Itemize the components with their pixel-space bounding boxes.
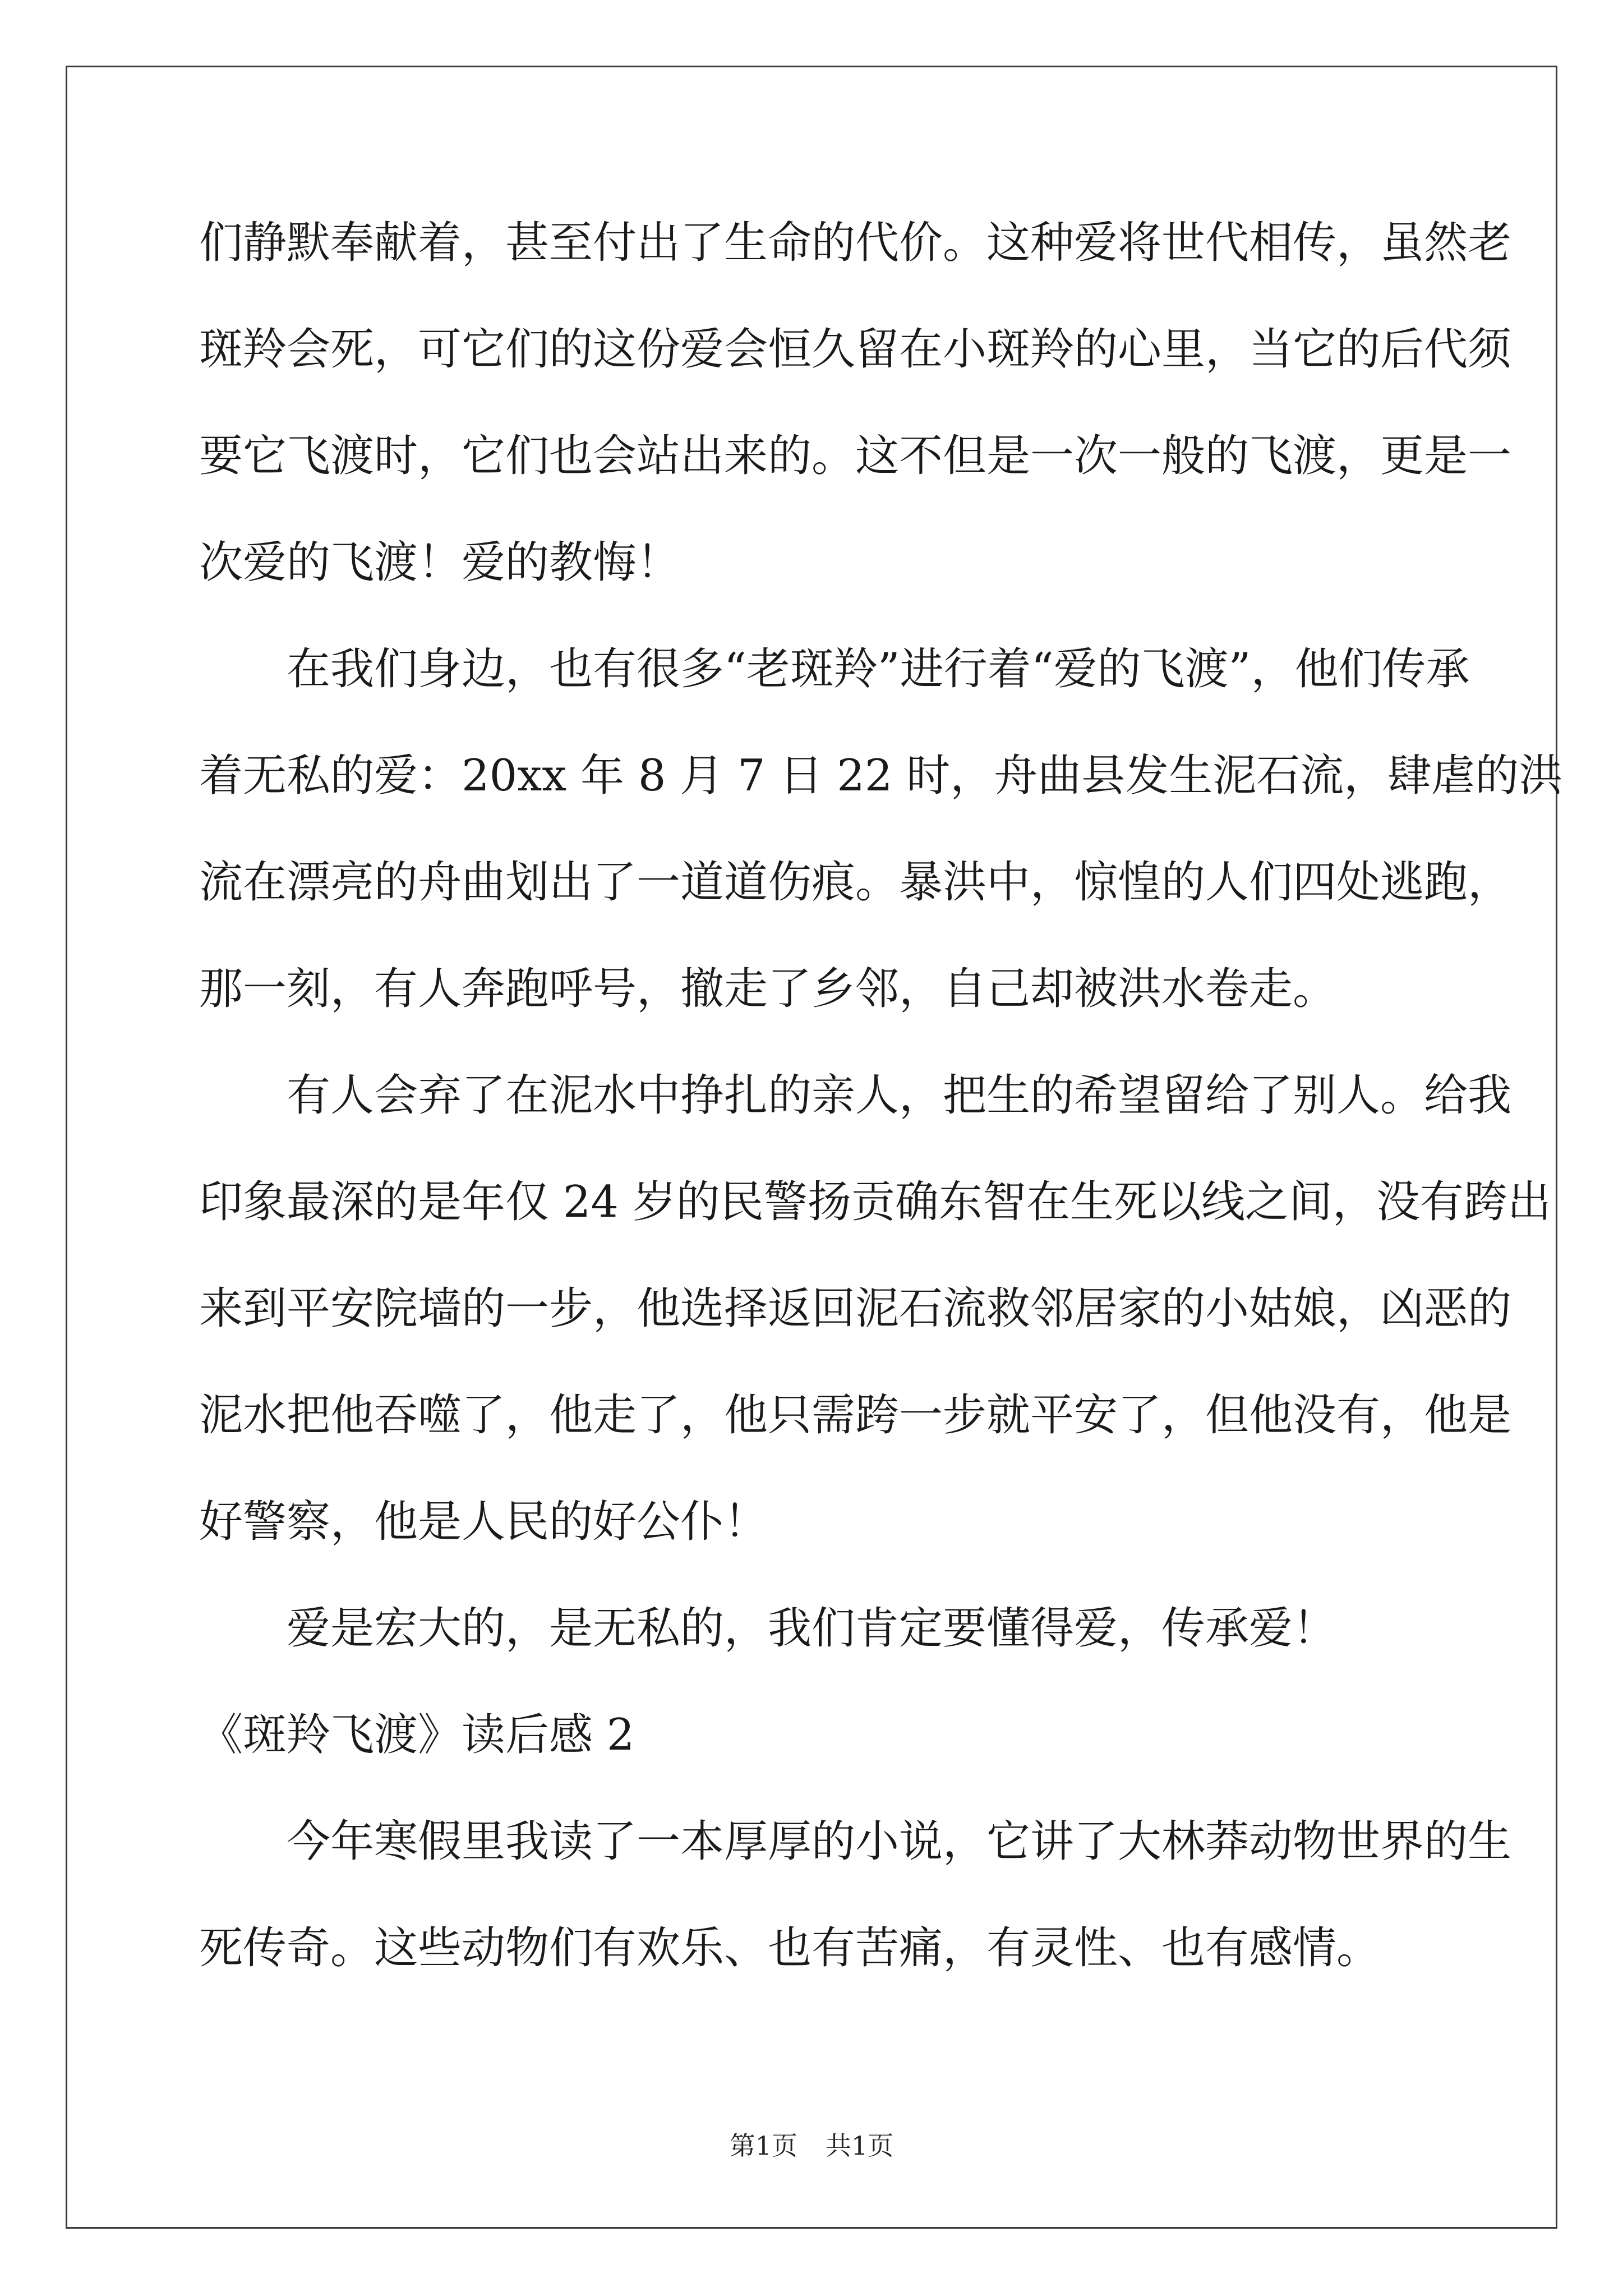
paragraph-line: 次爱的飞渡！爱的教悔！ bbox=[199, 537, 681, 588]
paragraph-line: 有人会弃了在泥水中挣扎的亲人，把生的希望留给了别人。给我 bbox=[287, 1070, 1512, 1121]
paragraph-line: 在我们身边，也有很多“老斑羚”进行着“爱的飞渡”，他们传承 bbox=[287, 644, 1470, 694]
paragraph-line: 好警察，他是人民的好公仆！ bbox=[199, 1497, 768, 1547]
paragraph-line: 来到平安院墙的一步，他选择返回泥石流救邻居家的小姑娘，凶恶的 bbox=[199, 1283, 1512, 1334]
page-number: 第1页 bbox=[729, 2131, 797, 2161]
paragraph-line: 要它飞渡时，它们也会站出来的。这不但是一次一般的飞渡，更是一 bbox=[199, 431, 1512, 481]
paragraph-line: 今年寒假里我读了一本厚厚的小说，它讲了大林莽动物世界的生 bbox=[287, 1816, 1512, 1867]
page-footer bbox=[0, 2129, 1623, 2162]
paragraph-line: 泥水把他吞噬了，他走了，他只需跨一步就平安了，但他没有，他是 bbox=[199, 1390, 1512, 1441]
paragraph-line: 死传奇。这些动物们有欢乐、也有苦痛，有灵性、也有感情。 bbox=[199, 1923, 1381, 1973]
paragraph-line: 着无私的爱：20xx 年 8 月 7 日 22 时，舟曲县发生泥石流，肆虐的洪 bbox=[199, 751, 1563, 801]
paragraph-line: 斑羚会死，可它们的这份爱会恒久留在小斑羚的心里，当它的后代须 bbox=[199, 324, 1512, 375]
page-total: 共1页 bbox=[826, 2131, 894, 2161]
document-body bbox=[199, 190, 1563, 2001]
paragraph-line: 们静默奉献着，甚至付出了生命的代价。这种爱将世代相传，虽然老 bbox=[199, 218, 1512, 268]
paragraph-line: 那一刻，有人奔跑呼号，撤走了乡邻，自己却被洪水卷走。 bbox=[199, 964, 1337, 1014]
paragraph-line: 印象最深的是年仅 24 岁的民警扬贡确东智在生死以线之间，没有跨出 bbox=[199, 1177, 1551, 1227]
section-title: 《斑羚飞渡》读后感 2 bbox=[199, 1710, 635, 1760]
paragraph-line: 爱是宏大的，是无私的，我们肯定要懂得爱，传承爱！ bbox=[287, 1603, 1337, 1654]
paragraph-line: 流在漂亮的舟曲划出了一道道伤痕。暴洪中，惊惶的人们四处逃跑， bbox=[199, 857, 1512, 908]
